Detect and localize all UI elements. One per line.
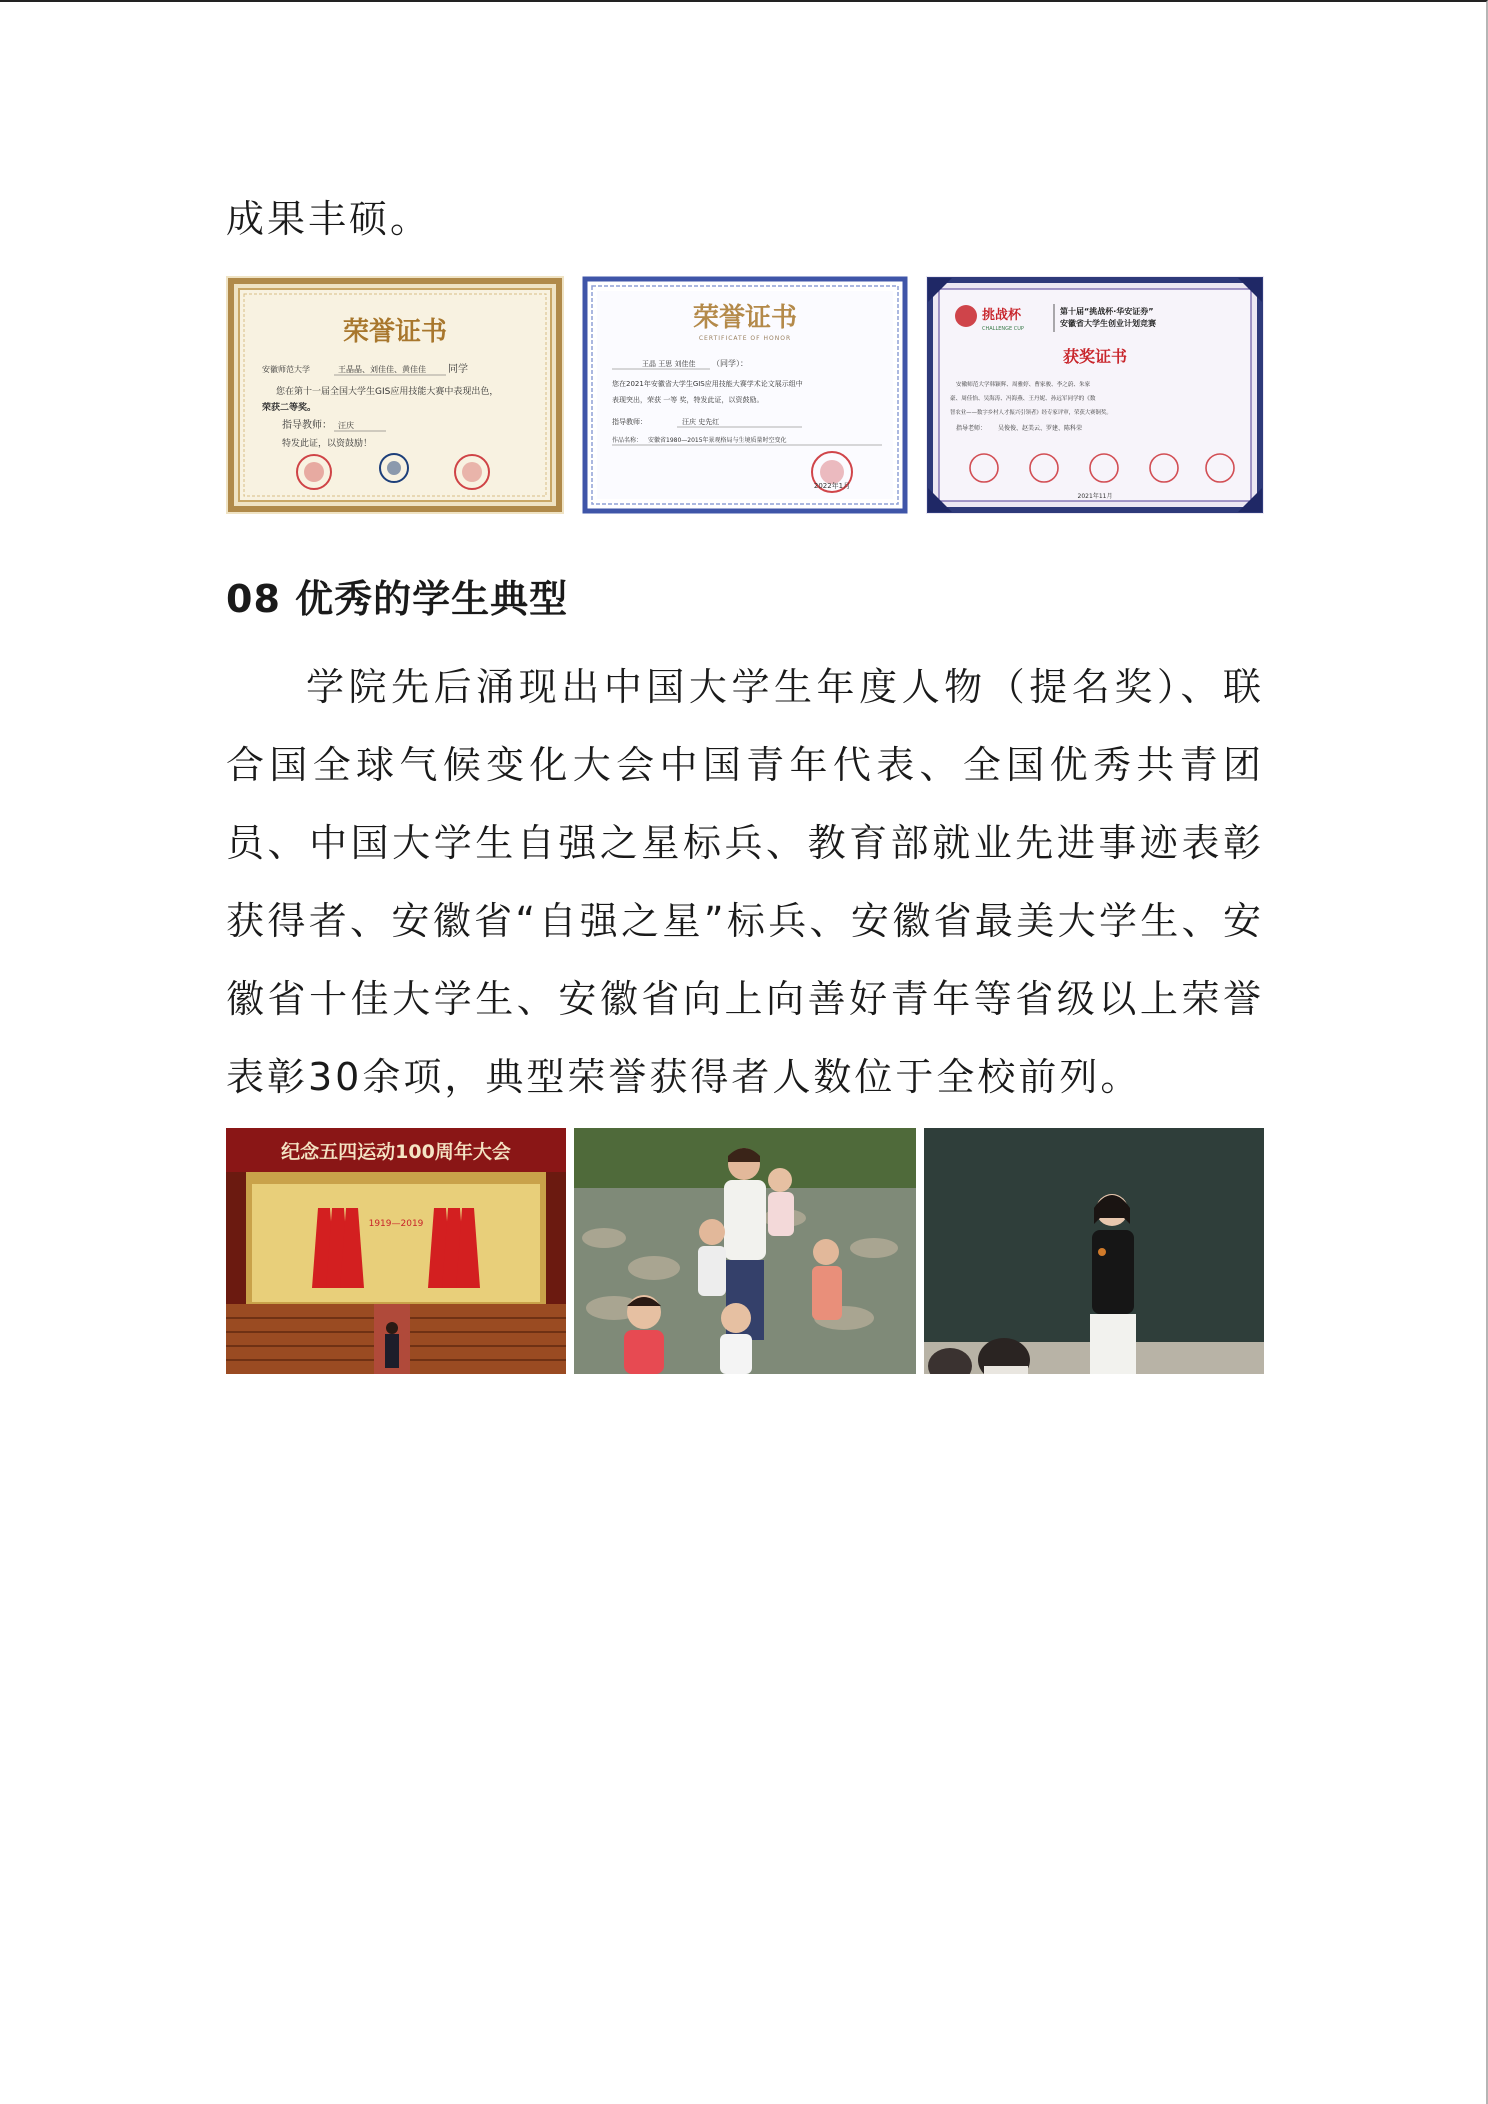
certificate-2-recipients: 王晶 王思 刘佳佳: [642, 360, 696, 368]
certificate-1-body-line2: 荣获二等奖。: [262, 403, 317, 413]
photo-3-graphic: [924, 1128, 1264, 1374]
certificate-2-work: 安徽省1980—2015年景观格局与生境质量时空变化: [648, 437, 787, 444]
certificate-3-body-line1: 安徽师范大学韩颖辉、周雅婷、曹家骏、李之蔚、朱家: [956, 382, 1091, 388]
certificate-3-body-line2: 豪、周佳怡、吴海涛、冯海燕、王丹妮、孙远军同学的《数: [950, 396, 1096, 402]
certificate-1-graphic: [226, 276, 564, 514]
certificate-2-subtitle: CERTIFICATE OF HONOR: [698, 335, 792, 342]
child-right: [812, 1239, 842, 1320]
certificate-3-event-line1: 第十届“挑战杯·华安证券”: [1060, 307, 1154, 316]
hall-backdrop-years: 1919—2019: [368, 1219, 424, 1229]
certificate-2-body-line2: 表现突出，荣获 一等 奖，特发此证，以资鼓励。: [612, 396, 764, 404]
certificate-3-graphic: [926, 276, 1264, 514]
certificate-2-advisor-label: 指导教师：: [612, 418, 647, 426]
certificate-image-3: [926, 276, 1264, 514]
certificate-2-work-label: 作品名称：: [612, 437, 643, 444]
certificate-1-advisor-label: 指导教师：: [282, 420, 332, 431]
child-front-center: [720, 1303, 752, 1374]
photo-classroom: [924, 1128, 1264, 1374]
certificate-3-badge: 挑战杯: [982, 308, 1022, 323]
certificate-3-title: 获奖证书: [1062, 347, 1128, 366]
photo-1-graphic: [226, 1128, 566, 1374]
certificate-2-title: 荣誉证书: [692, 303, 798, 333]
hall-banner: 纪念五四运动100周年大会: [281, 1141, 511, 1163]
certificate-2-graphic: [582, 276, 908, 514]
certificate-image-2: [582, 276, 908, 514]
certificate-1-salutation: 同学: [448, 364, 468, 375]
certificate-3-date: 2021年11月: [1077, 493, 1113, 500]
section-heading: 08 优秀的学生典型: [226, 577, 569, 621]
student-photos: [226, 1128, 1264, 1374]
photo-children-stream: [574, 1128, 916, 1374]
certificate-1-body-line1: 您在第十一届全国大学生GIS应用技能大赛中表现出色，: [276, 387, 499, 397]
certificate-1-recipients: 王晶晶、刘佳佳、黄佳佳: [338, 365, 426, 374]
body-paragraph: 学院先后涌现出中国大学生年度人物（提名奖）、联合国全球气候变化大会中国青年代表、全国优秀共青团员、中国大学生自强之星标兵、教育部就业先进事迹表彰获得者、安徽省“自强之星”标兵、安徽省最美大学生、安徽省十佳大学生、安徽省向上向善好青年等省级以上荣誉表彰30余项，典型荣誉获得者人数位于全校前列。: [226, 665, 1264, 1099]
child-front-left: [624, 1295, 664, 1374]
certificate-3-event-line2: 安徽省大学生创业计划竞赛: [1060, 319, 1156, 328]
certificate-1-school: 安徽师范大学: [262, 365, 310, 374]
certificate-images: [226, 276, 1264, 514]
certificate-3-badge-en: CHALLENGE CUP: [982, 326, 1024, 332]
certificate-3-advisors: 吴俊俊、赵美云、罗建、陈科荣: [998, 425, 1083, 432]
challenge-cup-logo: [955, 305, 977, 327]
certificate-image-1: [226, 276, 564, 514]
certificate-3-advisor-label: 指导老师：: [956, 425, 987, 432]
certificate-2-advisor: 汪庆 史先红: [682, 418, 720, 426]
certificate-2-date: 2022年1月: [813, 482, 851, 490]
certificate-3-body-line3: 智农业——数字乡村人才振兴引领者》经专家评审，荣获大赛铜奖。: [950, 410, 1112, 416]
child-left: [698, 1219, 726, 1296]
photo-ceremony-hall: [226, 1128, 566, 1374]
photo-2-graphic: [574, 1128, 916, 1374]
certificate-1-advisor: 汪庆: [338, 421, 354, 430]
certificate-2-salutation: （同学）：: [712, 359, 748, 368]
student-figure-body: [385, 1334, 399, 1368]
certificate-1-title: 荣誉证书: [342, 317, 448, 347]
teacher-figure: [1090, 1194, 1136, 1374]
certificate-1-closing: 特发此证，以资鼓励！: [282, 439, 373, 449]
child-held: [768, 1168, 794, 1236]
lead-text: 成果丰硕。: [226, 197, 432, 241]
certificate-2-body-line1: 您在2021年安徽省大学生GIS应用技能大赛学术论文展示组中: [612, 380, 803, 388]
student-figure-head: [386, 1322, 398, 1334]
